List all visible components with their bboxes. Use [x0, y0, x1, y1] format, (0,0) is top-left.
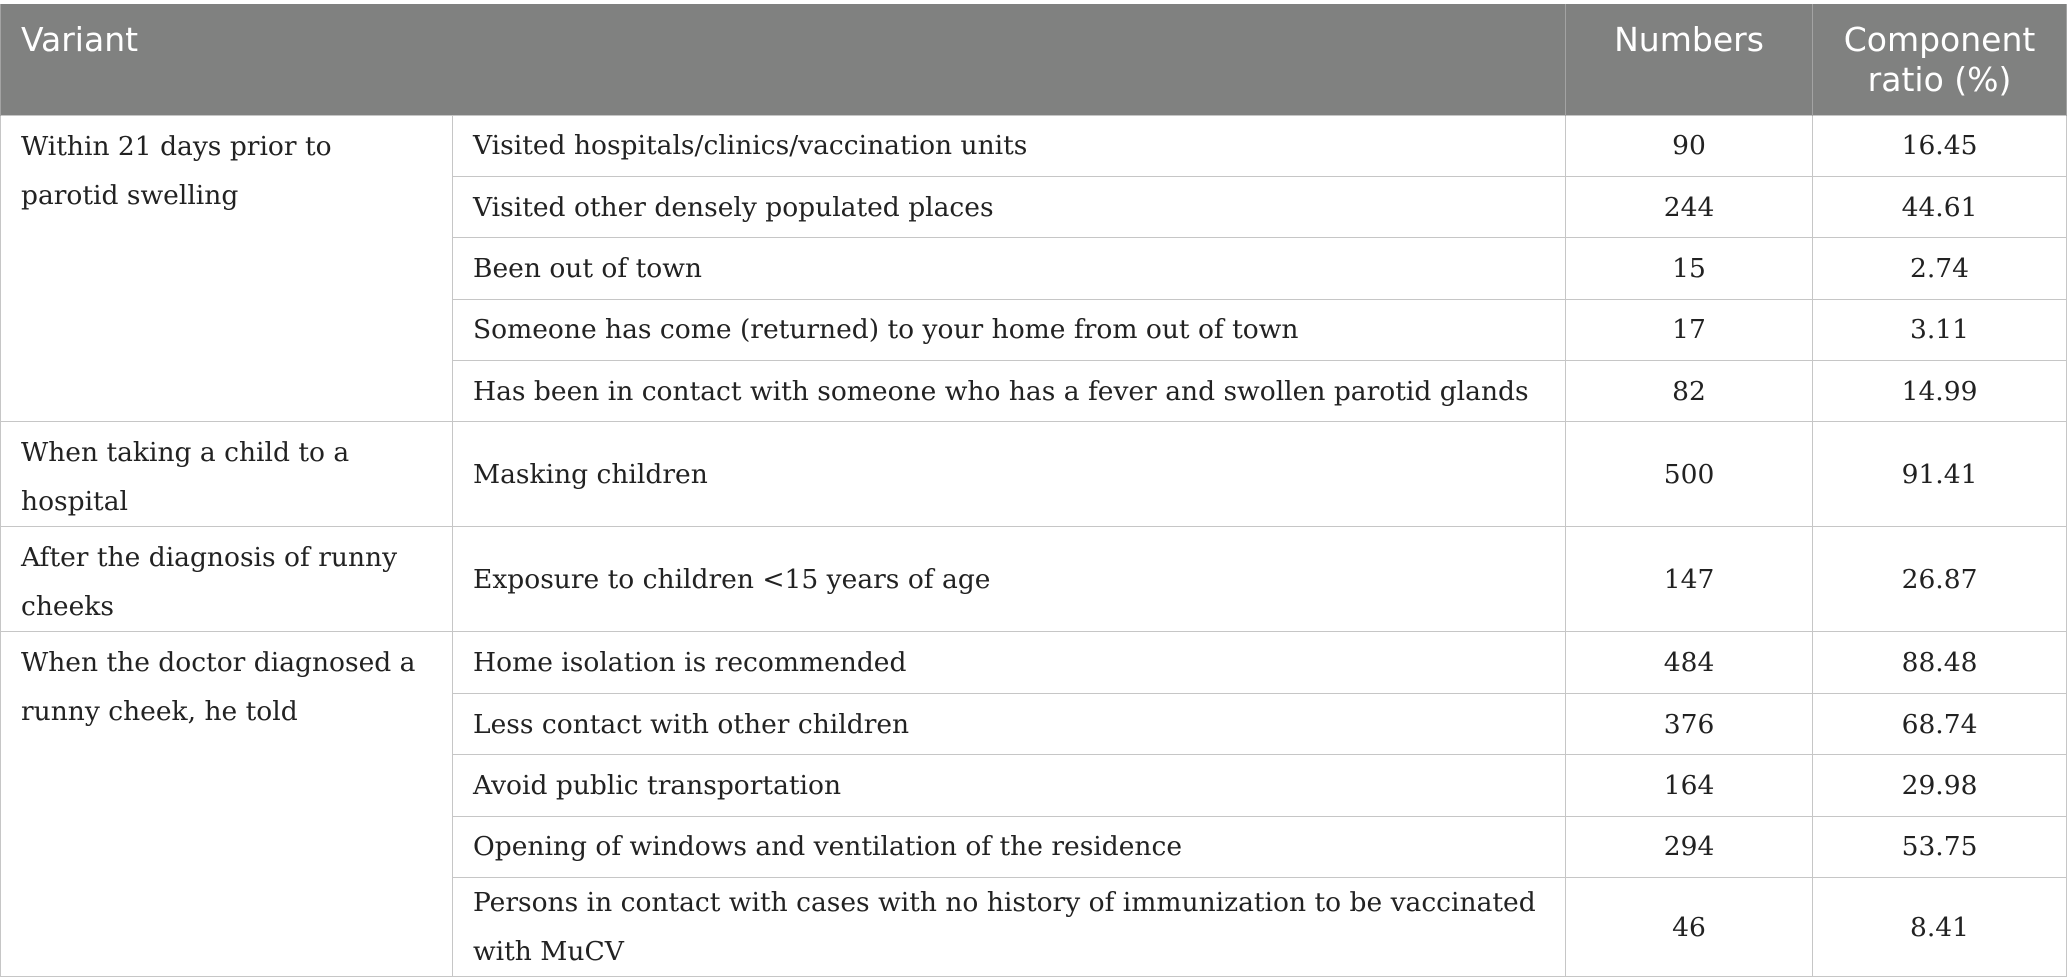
- item-cell: Has been in contact with someone who has a fever and swollen parotid glands: [453, 361, 1566, 422]
- ratio-cell: 44.61: [1813, 176, 2067, 237]
- item-cell: Someone has come (returned) to your home from out of town: [453, 299, 1566, 360]
- ratio-cell: 3.11: [1813, 299, 2067, 360]
- number-cell: 244: [1566, 176, 1813, 237]
- item-cell: Visited hospitals/clinics/vaccination units: [453, 115, 1566, 176]
- header-variant: Variant: [1, 4, 1566, 115]
- table-row: [1, 527, 2067, 632]
- category-cell: When the doctor diagnosed a runny cheek, he told: [1, 632, 453, 977]
- category-cell: When taking a child to a hospital: [1, 422, 453, 527]
- header-row: [1, 4, 2067, 115]
- ratio-cell: 26.87: [1813, 527, 2067, 632]
- number-cell: 17: [1566, 299, 1813, 360]
- ratio-cell: 91.41: [1813, 422, 2067, 527]
- number-cell: 164: [1566, 755, 1813, 816]
- ratio-cell: 16.45: [1813, 115, 2067, 176]
- number-cell: 46: [1566, 878, 1813, 977]
- number-cell: 294: [1566, 816, 1813, 877]
- ratio-cell: 53.75: [1813, 816, 2067, 877]
- number-cell: 82: [1566, 361, 1813, 422]
- item-cell: Less contact with other children: [453, 693, 1566, 754]
- table-header: [1, 4, 2067, 115]
- number-cell: 90: [1566, 115, 1813, 176]
- item-cell: Exposure to children <15 years of age: [453, 527, 1566, 632]
- ratio-cell: 2.74: [1813, 238, 2067, 299]
- ratio-cell: 68.74: [1813, 693, 2067, 754]
- item-cell: Avoid public transportation: [453, 755, 1566, 816]
- number-cell: 484: [1566, 632, 1813, 693]
- header-component-ratio: Component ratio (%): [1813, 4, 2067, 115]
- ratio-cell: 29.98: [1813, 755, 2067, 816]
- data-table: [0, 4, 2067, 977]
- category-cell: After the diagnosis of runny cheeks: [1, 527, 453, 632]
- number-cell: 15: [1566, 238, 1813, 299]
- category-cell: Within 21 days prior to parotid swelling: [1, 115, 453, 422]
- item-cell: Masking children: [453, 422, 1566, 527]
- ratio-cell: 88.48: [1813, 632, 2067, 693]
- header-numbers: Numbers: [1566, 4, 1813, 115]
- ratio-cell: 14.99: [1813, 361, 2067, 422]
- table-body: [1, 115, 2067, 977]
- number-cell: 147: [1566, 527, 1813, 632]
- item-cell: Visited other densely populated places: [453, 176, 1566, 237]
- item-cell: Home isolation is recommended: [453, 632, 1566, 693]
- table-row: [1, 632, 2067, 693]
- data-table-container: [0, 4, 2066, 977]
- item-cell: Opening of windows and ventilation of the residence: [453, 816, 1566, 877]
- table-row: [1, 115, 2067, 176]
- ratio-cell: 8.41: [1813, 878, 2067, 977]
- number-cell: 500: [1566, 422, 1813, 527]
- table-row: [1, 422, 2067, 527]
- number-cell: 376: [1566, 693, 1813, 754]
- item-cell: Been out of town: [453, 238, 1566, 299]
- item-cell: Persons in contact with cases with no history of immunization to be vaccinated with MuCV: [453, 878, 1566, 977]
